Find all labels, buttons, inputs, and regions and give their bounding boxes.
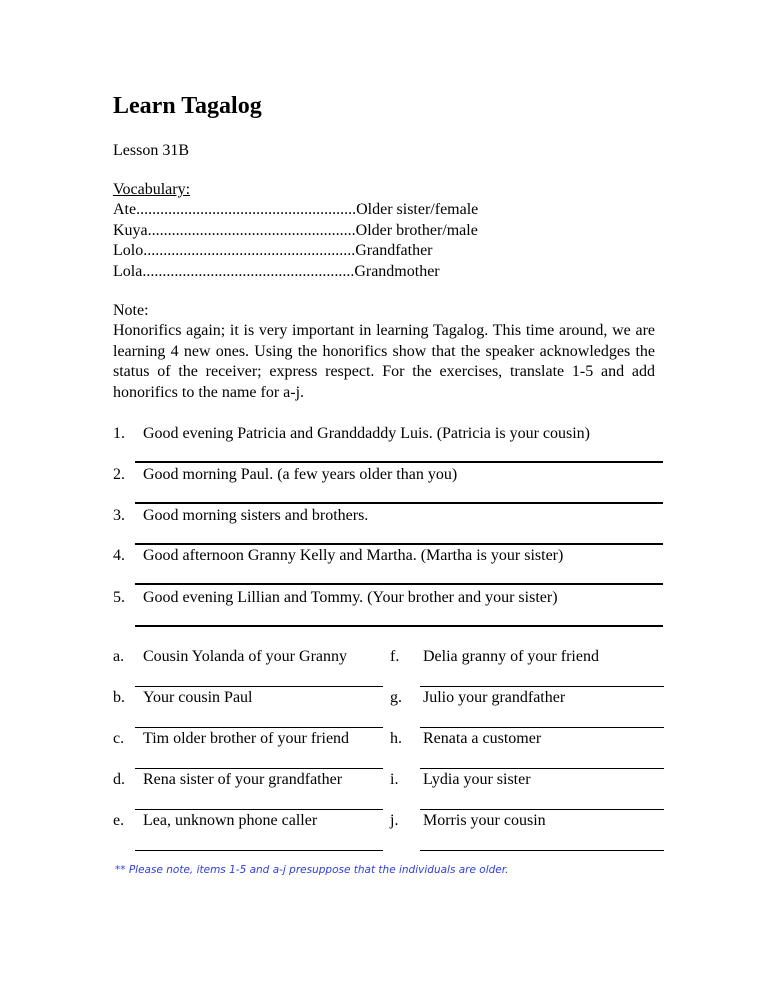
- exercise-text: Tim older brother of your friend: [143, 730, 350, 747]
- exercise-text: Delia granny of your friend: [423, 648, 599, 665]
- vocabulary-item-kuya: Kuya....................................................Older brother/male: [113, 221, 478, 239]
- vocabulary-item-lolo: Lolo.....................................................Grandfather: [113, 242, 433, 259]
- vocabulary-item-lola: Lola.....................................................Grandmother: [113, 262, 440, 280]
- note-heading: Note:: [113, 302, 149, 319]
- footnote: ** Please note, items 1-5 and a-j presuppose that the individuals are older.: [115, 864, 509, 876]
- answer-line[interactable]: [135, 543, 663, 545]
- exercise-letter: i.: [390, 771, 399, 788]
- exercise-text: Lea, unknown phone caller: [143, 812, 318, 829]
- vocabulary-item-ate: Ate.......................................................Older sister/female: [113, 201, 479, 218]
- answer-line[interactable]: [135, 502, 663, 504]
- exercise-letter: a.: [113, 648, 125, 665]
- exercise-letter: e.: [113, 812, 125, 829]
- exercise-text: Cousin Yolanda of your Granny: [143, 648, 347, 665]
- answer-line[interactable]: [135, 768, 383, 769]
- exercise-number: 2.: [113, 466, 125, 483]
- exercise-text: Good evening Lillian and Tommy. (Your brother and your sister): [143, 589, 558, 606]
- exercise-text: Rena sister of your grandfather: [143, 771, 343, 788]
- answer-line[interactable]: [135, 727, 383, 728]
- answer-line[interactable]: [135, 583, 663, 585]
- answer-line[interactable]: [420, 850, 664, 851]
- vocabulary-list: [113, 200, 478, 282]
- exercise-letter: c.: [113, 730, 125, 747]
- answer-line[interactable]: [420, 686, 664, 687]
- exercise-text: Good afternoon Granny Kelly and Martha. (Martha is your sister): [143, 547, 564, 564]
- answer-line[interactable]: [135, 686, 383, 687]
- answer-line[interactable]: [135, 625, 663, 627]
- page-title: Learn Tagalog: [113, 93, 262, 119]
- exercise-number: 3.: [113, 507, 125, 524]
- exercise-text: Good morning sisters and brothers.: [143, 507, 369, 524]
- exercise-letter: f.: [390, 648, 400, 665]
- exercise-text: Renata a customer: [423, 730, 542, 747]
- exercise-text: Good evening Patricia and Granddaddy Luis. (Patricia is your cousin): [143, 425, 590, 442]
- exercise-text: Morris your cousin: [423, 812, 546, 829]
- note-body: Honorifics again; it is very important in learning Tagalog. This time around, we are learning 4 new ones. Using the honorifics show that the speaker acknowledges the status of the receiver; express respect. For the exercises, translate 1-5 and add honorifics to the name for a-j.: [113, 322, 655, 401]
- answer-line[interactable]: [420, 809, 664, 810]
- exercise-text: Julio your grandfather: [423, 689, 566, 706]
- exercise-text: Lydia your sister: [423, 771, 531, 788]
- exercise-letter: g.: [390, 689, 402, 706]
- exercise-number: 4.: [113, 547, 125, 564]
- answer-line[interactable]: [420, 768, 664, 769]
- answer-line[interactable]: [135, 809, 383, 810]
- exercise-number: 5.: [113, 589, 125, 606]
- answer-line[interactable]: [420, 727, 664, 728]
- exercise-number: 1.: [113, 425, 125, 442]
- vocabulary-heading: Vocabulary:: [113, 181, 191, 198]
- exercise-letter: d.: [113, 771, 125, 788]
- answer-line[interactable]: [135, 461, 663, 463]
- exercise-letter: j.: [390, 812, 399, 829]
- exercise-text: Your cousin Paul: [143, 689, 253, 706]
- lesson-label: Lesson 31B: [113, 142, 189, 159]
- exercise-text: Good morning Paul. (a few years older than you): [143, 466, 458, 483]
- exercise-letter: h.: [390, 730, 402, 747]
- answer-line[interactable]: [135, 850, 383, 851]
- exercise-letter: b.: [113, 689, 125, 706]
